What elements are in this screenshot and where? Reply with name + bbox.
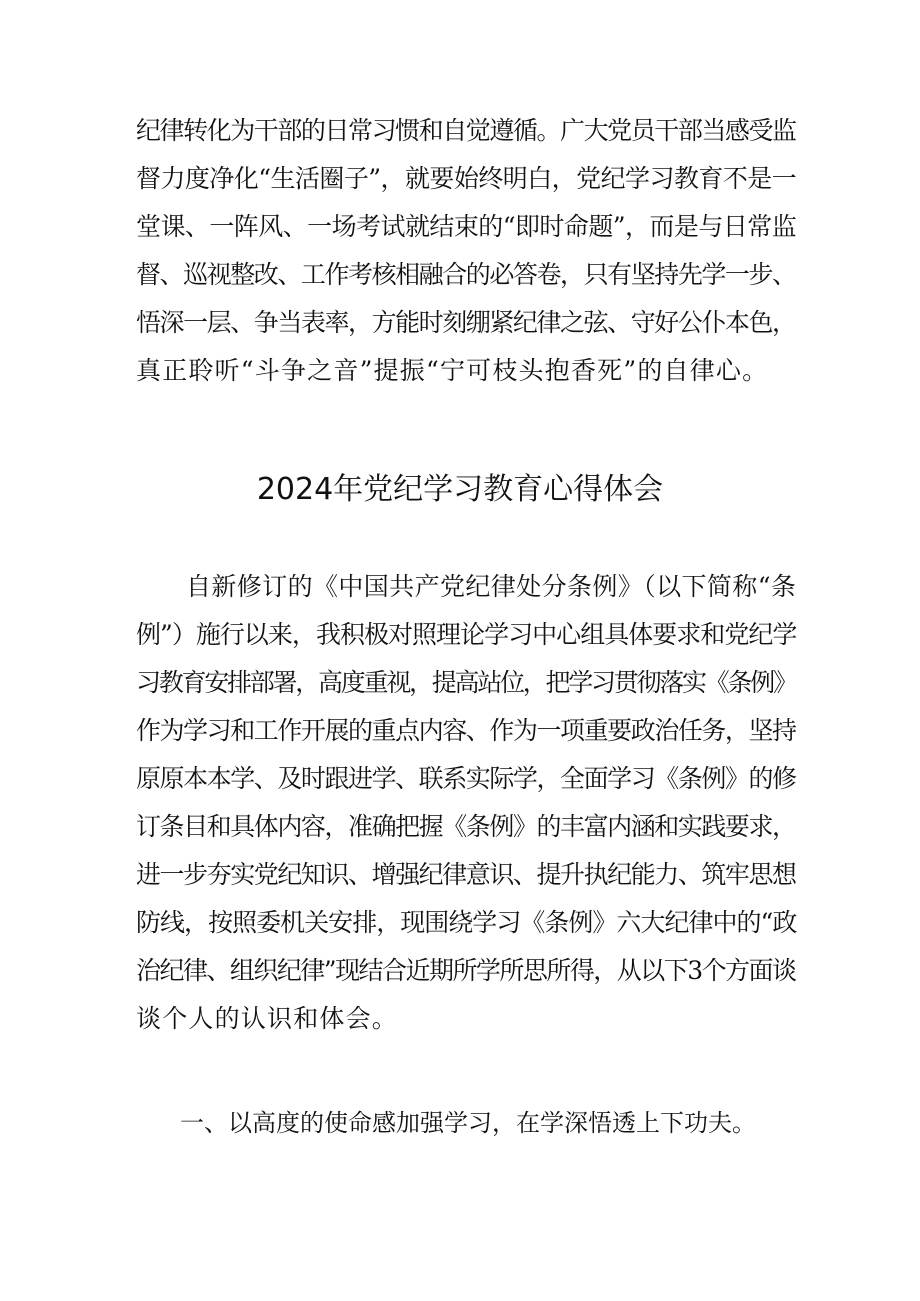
paragraph-line: 原原本本学、及时跟进学、联系实际学，全面学习《条例》的修 — [136, 764, 796, 793]
paragraph-line: 作为学习和工作开展的重点内容、作为一项重要政治任务，坚持 — [136, 716, 796, 745]
paragraph-line: 督、巡视整改、工作考核相融合的必答卷，只有坚持先学一步、 — [136, 260, 796, 289]
paragraph-line: 真正聆听“斗争之音”提振“宁可枝头抱香死”的自律心。 — [136, 356, 769, 385]
paragraph-line: 习教育安排部署，高度重视，提高站位，把学习贯彻落实《条例》 — [136, 668, 796, 697]
paragraph-line: 订条目和具体内容，准确把握《条例》的丰富内涵和实践要求， — [136, 812, 796, 841]
paragraph-line: 谈个人的认识和体会。 — [136, 1004, 399, 1033]
paragraph-line: 进一步夯实党纪知识、增强纪律意识、提升执纪能力、筑牢思想 — [136, 860, 796, 889]
paragraph-line: 堂课、一阵风、一场考试就结束的“即时命题”，而是与日常监 — [136, 212, 797, 241]
paragraph-line: 自新修订的《中国共产党纪律处分条例》（以下简称“条 — [186, 572, 797, 601]
paragraph-line: 例”）施行以来，我积极对照理论学习中心组具体要求和党纪学 — [136, 620, 797, 649]
document-title: 2024年党纪学习教育心得体会 — [256, 472, 664, 507]
paragraph-line: 督力度净化“生活圈子”，就要始终明白，党纪学习教育不是一 — [136, 164, 797, 193]
paragraph-line: 防线，按照委机关安排，现围绕学习《条例》六大纪律中的“政 — [136, 908, 797, 937]
paragraph-line: 悟深一层、争当表率，方能时刻绷紧纪律之弦、守好公仆本色， — [136, 308, 796, 337]
paragraph-line: 纪律转化为干部的日常习惯和自觉遵循。广大党员干部当感受监 — [136, 116, 796, 145]
paragraph-line: 治纪律、组织纪律”现结合近期所学所思所得，从以下3个方面谈 — [136, 956, 796, 985]
section-heading: 一、以高度的使命感加强学习，在学深悟透上下功夫。 — [180, 1109, 756, 1137]
